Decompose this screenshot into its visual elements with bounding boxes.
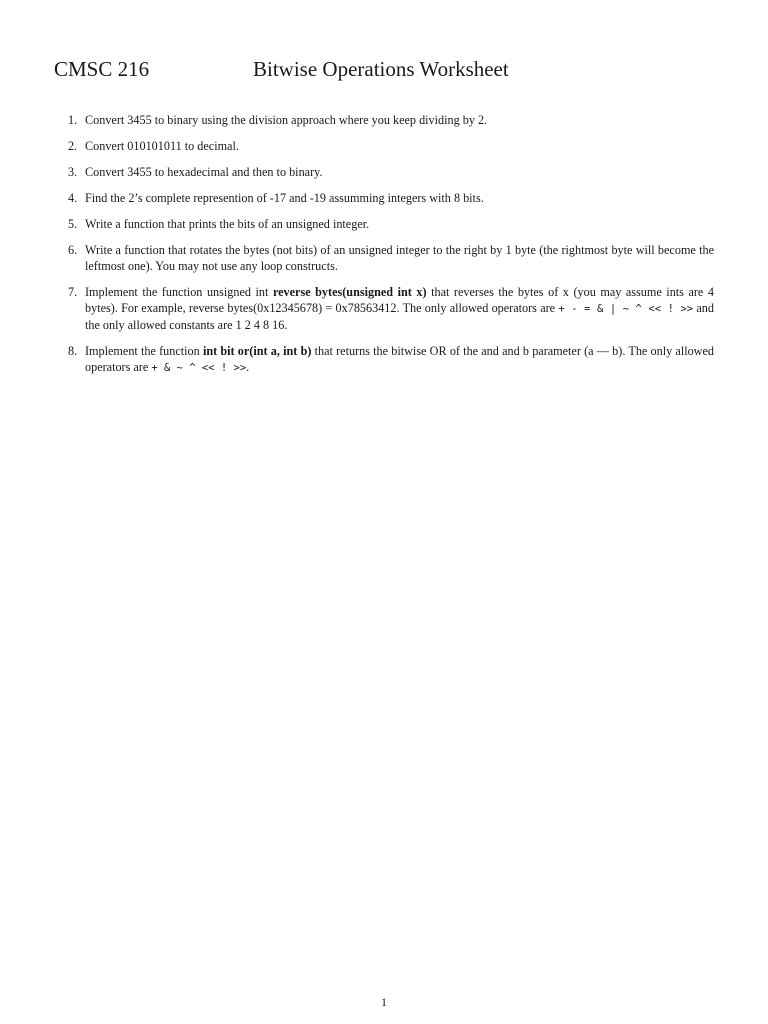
function-signature: int bit or(int a, int b)	[202, 344, 312, 358]
problem-text: Convert 010101011 to decimal.	[85, 139, 239, 153]
problem-item-3	[62, 164, 714, 180]
problem-text-before: Implement the function unsigned int	[85, 285, 273, 299]
function-signature: reverse bytes(unsigned int x)	[272, 285, 427, 299]
problem-text-after: and the only allowed constants are 1 2 4 8 16.	[85, 301, 714, 332]
course-code: CMSC 216	[54, 57, 150, 81]
problem-item-5	[62, 216, 714, 232]
problem-item-8	[62, 343, 714, 376]
problem-number: 5.	[68, 217, 78, 231]
problem-number: 1.	[68, 113, 78, 127]
allowed-operators: + - = & | ~ ^ << ! >>	[558, 303, 694, 315]
problem-number: 8.	[68, 344, 78, 358]
problem-item-2	[62, 138, 714, 154]
problem-text: Write a function that prints the bits of an unsigned integer.	[85, 217, 370, 231]
problem-item-7	[62, 284, 714, 333]
problem-text-middle: that returns the bitwise OR of the and and b parameter (a — b). The only allowed operators are	[85, 344, 714, 374]
problem-text-middle: that reverses the bytes of x (you may assume ints are 4 bytes). For example, reverse bytes(0x12345678) = 0x78563412. The only allowed operators are	[85, 285, 714, 315]
problem-number: 6.	[68, 243, 78, 257]
problem-number: 7.	[68, 285, 78, 299]
problem-text: Find the 2’s complete represention of -17 and -19 assumming integers with 8 bits.	[85, 191, 484, 205]
worksheet-header	[54, 55, 714, 85]
problem-text-before: Implement the function	[85, 344, 203, 358]
allowed-operators: + & ~ ^ << ! >>	[151, 362, 247, 374]
worksheet-title: Bitwise Operations Worksheet	[253, 57, 509, 81]
problem-text: Convert 3455 to hexadecimal and then to binary.	[85, 165, 323, 179]
page-number: 1	[381, 995, 387, 1009]
problem-list	[62, 112, 714, 386]
problem-text: Convert 3455 to binary using the division approach where you keep dividing by 2.	[85, 113, 488, 127]
problem-item-4	[62, 190, 714, 206]
problem-number: 4.	[68, 191, 78, 205]
problem-item-6	[62, 242, 714, 274]
problem-text: Write a function that rotates the bytes (not bits) of an unsigned integer to the right by 1 byte (the rightmost byte will become the leftmost one). You may not use any loop constructs.	[85, 243, 714, 273]
problem-number: 3.	[68, 165, 78, 179]
problem-text-after: .	[246, 360, 250, 374]
problem-number: 2.	[68, 139, 78, 153]
problem-item-1	[62, 112, 714, 128]
